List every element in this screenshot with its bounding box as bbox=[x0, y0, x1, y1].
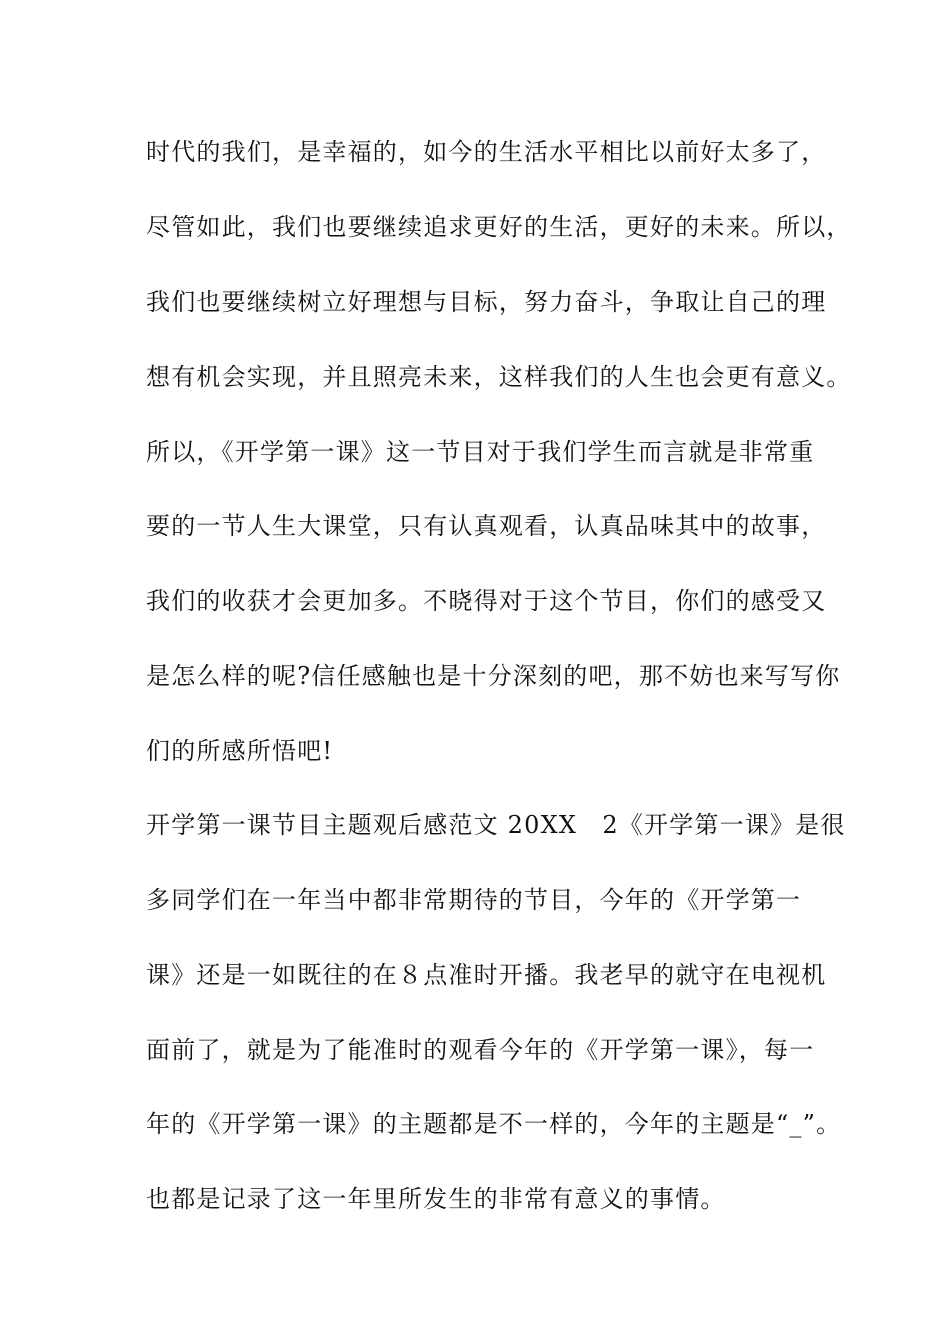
text-line: 年的《开学第一课》的主题都是不一样的，今年的主题是“_”。 bbox=[146, 1110, 842, 1138]
text-line: 课》还是一如既往的在８点准时开播。我老早的就守在电视机 bbox=[146, 961, 827, 989]
text-line: 想有机会实现，并且照亮未来，这样我们的人生也会更有意义。 bbox=[146, 363, 852, 391]
text-line: 多同学们在一年当中都非常期待的节目，今年的《开学第一 bbox=[146, 886, 802, 914]
text-line: 要的一节人生大课堂，只有认真观看，认真品味其中的故事， bbox=[146, 512, 827, 540]
text-line: 所以，《开学第一课》这一节目对于我们学生而言就是非常重 bbox=[146, 438, 815, 466]
text-line: 面前了，就是为了能准时的观看今年的《开学第一课》，每一 bbox=[146, 1036, 815, 1064]
text-line: 是怎么样的呢?信任感触也是十分深刻的吧，那不妨也来写写你 bbox=[146, 662, 841, 690]
text-line: 我们也要继续树立好理想与目标，努力奋斗，争取让自己的理 bbox=[146, 288, 827, 316]
text-line: 尽管如此，我们也要继续追求更好的生活，更好的未来。所以， bbox=[146, 213, 852, 241]
text-line: 时代的我们，是幸福的，如今的生活水平相比以前好太多了， bbox=[146, 138, 827, 166]
text-line: 们的所感所悟吧! bbox=[146, 737, 334, 765]
text-line: 也都是记录了这一年里所发生的非常有意义的事情。 bbox=[146, 1185, 726, 1213]
text-line: 开学第一课节目主题观后感范文 20XX 2《开学第一课》是很 bbox=[146, 811, 846, 839]
text-line: 我们的收获才会更加多。不晓得对于这个节目，你们的感受又 bbox=[146, 587, 827, 615]
